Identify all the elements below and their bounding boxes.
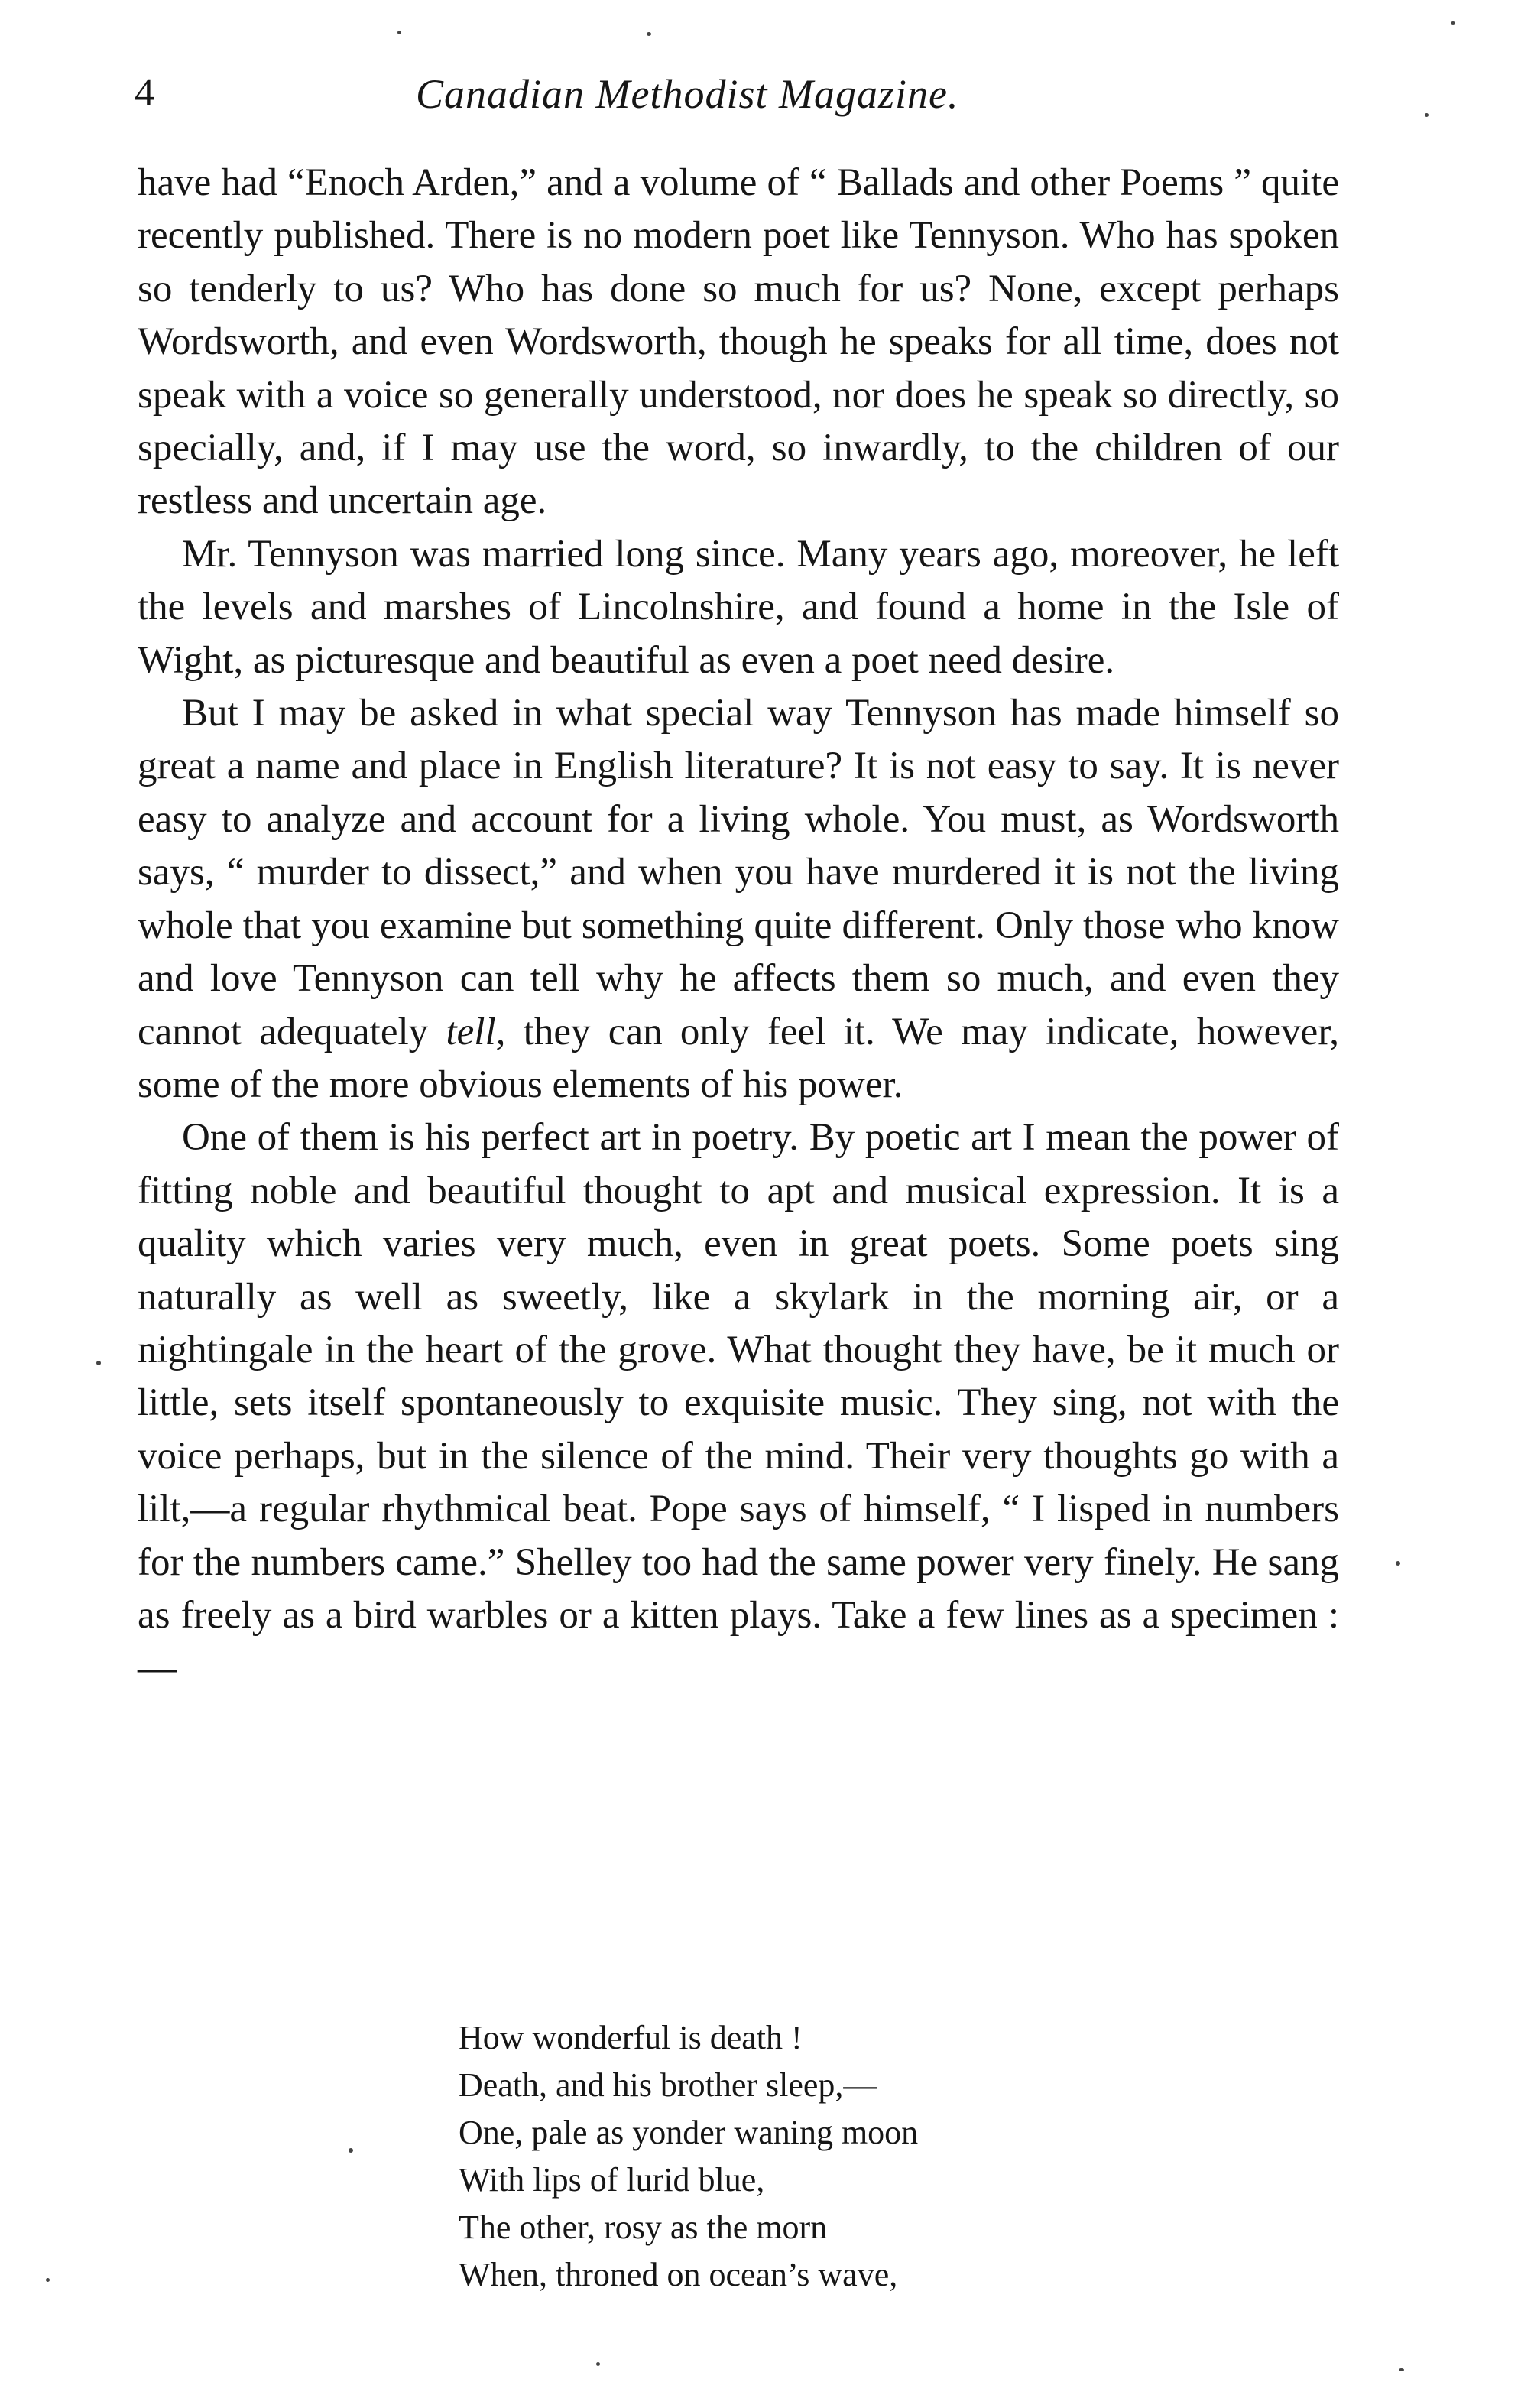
running-title: Canadian Methodist Magazine. xyxy=(416,71,959,117)
poem-line: The other, rosy as the morn xyxy=(459,2208,828,2246)
scan-speck xyxy=(96,1361,101,1365)
paragraph xyxy=(138,528,1339,687)
paragraph-text: have had “Enoch Arden,” and a volume of “ Ballads and other Poems ” quite recently published. There is no modern poet like Tennyson. Who has spoken so tenderly to us? Who has done so much for us? None, except perhaps Wordsworth, and even Wordsworth, though he speaks for all time, does not speak with a voice so generally understood, nor does he speak so directly, so specially, and, if I may use the word, so inwardly, to the children of our restless and uncertain age. xyxy=(138,161,1339,523)
poem-line: One, pale as yonder waning moon xyxy=(459,2114,919,2151)
scan-speck xyxy=(46,2278,50,2282)
paragraph-text: they can only feel it. We may indicate, however, some of the more obvious elements of his power. xyxy=(138,1010,1340,1106)
poem-line: When, throned on ocean’s wave, xyxy=(459,2256,898,2293)
paragraph-text: One of them is his perfect art in poetry. By poetic art I mean the power of fitting noble and beautiful thought to apt and musical expression. It is a quality which varies very much, even in great poets. Some poets sing naturally as well as sweetly, like a skylark in the morning air, or a nightingale in the heart of the grove. What thought they have, be it much or little, sets itself spontaneously to exquisite music. They sing, not with the voice perhaps, but in the silence of the mind. Their very thoughts go with a lilt,—a regular rhythmical beat. Pope says of himself, “ I lisped in numbers for the numbers came.” Shelley too had the same power very finely. He sang as freely as a bird warbles or a kitten plays. Take a few lines as a specimen :— xyxy=(138,1116,1339,1690)
poem-line: With lips of lurid blue, xyxy=(459,2161,765,2199)
scan-speck xyxy=(596,2362,600,2366)
paragraph xyxy=(138,687,1339,1112)
scan-speck xyxy=(1425,113,1429,117)
poem-line: How wonderful is death ! xyxy=(459,2019,803,2056)
paragraph-text: Mr. Tennyson was married long since. Many years ago, moreover, he left the levels and marshes of Lincolnshire, and found a home in the Isle of Wight, as picturesque and beautiful as even a poet need desire. xyxy=(138,532,1339,682)
scan-speck xyxy=(647,32,651,36)
paragraph xyxy=(138,157,1339,528)
scan-speck xyxy=(1451,21,1455,25)
paragraph-text: But I may be asked in what special way Tennyson has made himself so great a name and place in English literature? It is not easy to say. It is never easy to analyze and account for a living whole. You must, as Wordsworth says, “ murder to dissect,” and when you have murdered it is not the living whole that you examine but something quite different. Only those who know and love Tennyson can tell why he affects them so much, and even they cannot adequately xyxy=(138,692,1339,1053)
paragraph xyxy=(138,1112,1339,1695)
article-body xyxy=(138,157,1339,1696)
scan-speck xyxy=(1396,1561,1400,1566)
page-number: 4 xyxy=(135,71,154,115)
scan-speck xyxy=(349,2148,353,2153)
page-header xyxy=(131,70,1339,131)
scan-speck xyxy=(397,31,401,34)
poem-excerpt xyxy=(459,2014,1146,2299)
poem-line: Death, and his brother sleep,— xyxy=(459,2066,877,2104)
scan-speck xyxy=(1399,2368,1404,2371)
emphasized-word: tell, xyxy=(446,1010,506,1053)
